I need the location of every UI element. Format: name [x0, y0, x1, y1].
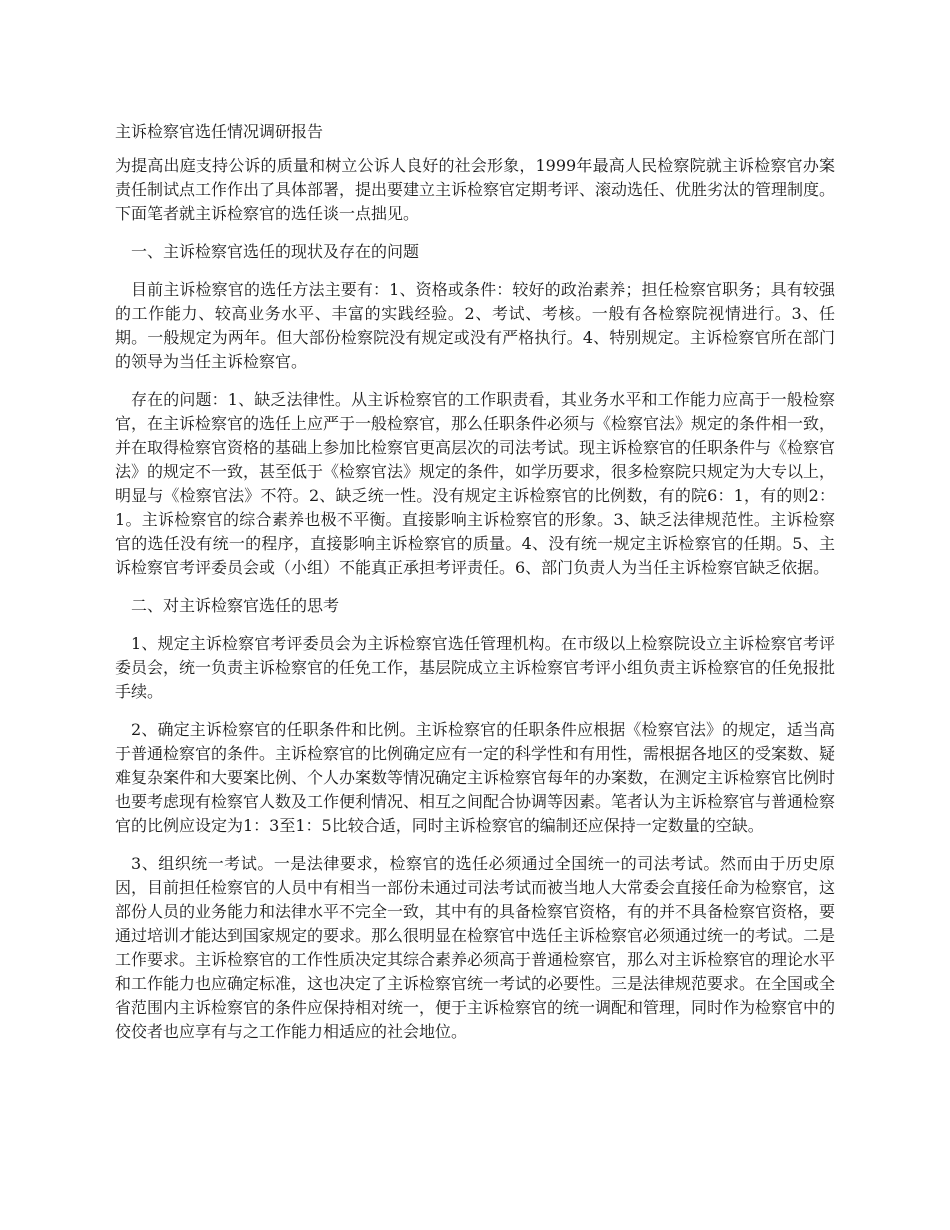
document-body [115, 120, 835, 1058]
section-2-paragraph-1: 1、规定主诉检察官考评委员会为主诉检察官选任管理机构。在市级以上检察院设立主诉检察官考评委员会，统一负责主诉检察官的任免工作，基层院成立主诉检察官考评小组负责主诉检察官的任免报批手续。 [115, 634, 836, 701]
section-2-paragraph-3: 3、组织统一考试。一是法律要求，检察官的选任必须通过全国统一的司法考试。然而由于历史原因，目前担任检察官的人员中有相当一部份未通过司法考试而被当地人大常委会直接任命为检察官，这部份人员的业务能力和法律水平不完全一致，其中有的具备检察官资格，有的并不具备检察官资格，要通过培训才能达到国家规定的要求。那么很明显在检察官中选任主诉检察官必须通过统一的考试。二是工作要求。主诉检察官的工作性质决定其综合素养必须高于普通检察官，那么对主诉检察官的理论水平和工作能力也应确定标准，这也决定了主诉检察官统一考试的必要性。三是法律规范要求。在全国或全省范围内主诉检察官的条件应保持相对统一，便于主诉检察官的统一调配和管理，同时作为检察官中的佼佼者也应享有与之工作能力相适应的社会地位。 [115, 854, 836, 1041]
section-2-paragraph-2: 2、确定主诉检察官的任职条件和比例。主诉检察官的任职条件应根据《检察官法》的规定，适当高于普通检察官的条件。主诉检察官的比例确定应有一定的科学性和有用性，需根据各地区的受案数、疑难复杂案件和大要案比例、个人办案数等情况确定主诉检察官每年的办案数，在测定主诉检察官比例时也要考虑现有检察官人数及工作便利情况、相互之间配合协调等因素。笔者认为主诉检察官与普通检察官的比例应设定为1：3至1：5比较合适，同时主诉检察官的编制还应保持一定数量的空缺。 [115, 720, 836, 835]
section-1-heading: 一、主诉检察官选任的现状及存在的问题 [131, 242, 420, 261]
section-1-paragraph-2: 存在的问题：1、缺乏法律性。从主诉检察官的工作职责看，其业务水平和工作能力应高于一般检察官，在主诉检察官的选任上应严于一般检察官，那么任职条件必须与《检察官法》规定的条件相一致，并在取得检察官资格的基础上参加比检察官更高层次的司法考试。现主诉检察官的任职条件与《检察官法》的规定不一致，甚至低于《检察官法》规定的条件，如学历要求，很多检察院只规定为大专以上，明显与《检察官法》不符。2、缺乏统一性。没有规定主诉检察官的比例数，有的院6：1，有的则2：1。主诉检察官的综合素养也极不平衡。直接影响主诉检察官的形象。3、缺乏法律规范性。主诉检察官的选任没有统一的程序，直接影响主诉检察官的质量。4、没有统一规定主诉检察官的任期。5、主诉检察官考评委员会或（小组）不能真正承担考评责任。6、部门负责人为当任主诉检察官缺乏依据。 [115, 390, 836, 577]
document-title: 主诉检察官选任情况调研报告 [115, 122, 324, 141]
section-2-heading: 二、对主诉检察官选任的思考 [131, 596, 340, 615]
section-1-paragraph-1: 目前主诉检察官的选任方法主要有：1、资格或条件：较好的政治素养；担任检察官职务；具有较强的工作能力、较高业务水平、丰富的实践经验。2、考试、考核。一般有各检察院视情进行。3、任期。一般规定为两年。但大部份检察院没有规定或没有严格执行。4、特别规定。主诉检察官所在部门的领导为当任主诉检察官。 [115, 280, 835, 371]
intro-paragraph: 为提高出庭支持公诉的质量和树立公诉人良好的社会形象，1999年最高人民检察院就主诉检察官办案责任制试点工作作出了具体部署，提出要建立主诉检察官定期考评、滚动选任、优胜劣汰的管理制度。下面笔者就主诉检察官的选任谈一点拙见。 [115, 156, 836, 223]
